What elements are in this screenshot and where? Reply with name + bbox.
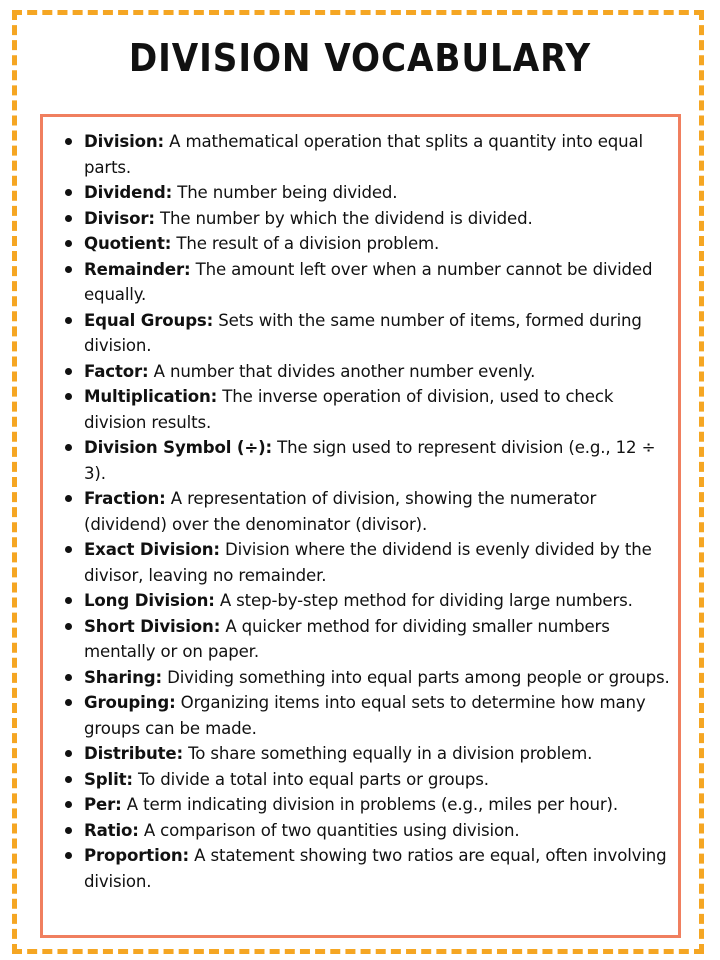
vocabulary-item bbox=[84, 435, 680, 486]
bullet-icon bbox=[65, 240, 72, 247]
vocabulary-definition: Organizing items into equal sets to determine how many groups can be made. bbox=[84, 693, 646, 738]
vocabulary-item bbox=[84, 614, 680, 665]
vocabulary-term: Equal Groups: bbox=[84, 310, 214, 330]
vocabulary-definition: Sets with the same number of items, formed during division. bbox=[84, 310, 642, 355]
vocabulary-term: Division Symbol (÷): bbox=[84, 438, 273, 457]
vocabulary-item bbox=[84, 792, 680, 818]
vocabulary-item bbox=[84, 257, 680, 308]
vocabulary-definition: To divide a total into equal parts or groups. bbox=[132, 769, 489, 789]
vocabulary-term: Distribute: bbox=[84, 744, 184, 763]
vocabulary-definition: A step-by-step method for dividing large numbers. bbox=[214, 591, 633, 610]
vocabulary-definition: Division where the dividend is evenly divided by the divisor, leaving no remainder. bbox=[84, 540, 652, 585]
vocabulary-definition: A number that divides another number evenly. bbox=[148, 361, 536, 381]
vocabulary-item bbox=[84, 588, 680, 614]
vocabulary-item bbox=[84, 818, 680, 844]
bullet-icon bbox=[65, 189, 72, 196]
vocabulary-list bbox=[84, 129, 680, 894]
bullet-icon bbox=[65, 852, 72, 859]
vocabulary-definition: A quicker method for dividing smaller numbers mentally or on paper. bbox=[84, 616, 610, 661]
vocabulary-item bbox=[84, 231, 680, 257]
vocabulary-item bbox=[84, 767, 680, 793]
vocabulary-item bbox=[84, 741, 680, 767]
vocabulary-item bbox=[84, 359, 680, 385]
vocabulary-item bbox=[84, 308, 680, 359]
vocabulary-definition: The inverse operation of division, used to check division results. bbox=[84, 387, 614, 432]
vocabulary-term: Quotient: bbox=[84, 234, 172, 253]
vocabulary-term: Multiplication: bbox=[84, 387, 218, 406]
vocabulary-term: Per: bbox=[84, 795, 122, 814]
vocabulary-term: Grouping: bbox=[84, 693, 176, 712]
vocabulary-definition: A representation of division, showing the numerator (dividend) over the denominator (divisor). bbox=[84, 489, 597, 534]
vocabulary-item bbox=[84, 180, 680, 206]
vocabulary-definition: Dividing something into equal parts among people or groups. bbox=[161, 667, 670, 687]
vocabulary-term: Divisor: bbox=[84, 208, 155, 228]
vocabulary-term: Division: bbox=[84, 132, 165, 151]
vocabulary-definition: A term indicating division in problems (e.g., miles per hour). bbox=[121, 795, 618, 814]
vocabulary-term: Ratio: bbox=[84, 820, 139, 840]
bullet-icon bbox=[65, 674, 72, 681]
vocabulary-item bbox=[84, 486, 680, 537]
vocabulary-item bbox=[84, 665, 680, 691]
bullet-icon bbox=[65, 138, 72, 145]
vocabulary-item bbox=[84, 690, 680, 741]
vocabulary-item bbox=[84, 384, 680, 435]
vocabulary-definition: A mathematical operation that splits a quantity into equal parts. bbox=[84, 132, 644, 177]
vocabulary-item bbox=[84, 129, 680, 180]
bullet-icon bbox=[65, 750, 72, 757]
vocabulary-term: Sharing: bbox=[84, 667, 162, 687]
vocabulary-definition: The amount left over when a number cannot be divided equally. bbox=[84, 259, 653, 304]
vocabulary-item bbox=[84, 537, 680, 588]
vocabulary-definition: A comparison of two quantities using division. bbox=[138, 820, 520, 840]
vocabulary-definition: A statement showing two ratios are equal, often involving division. bbox=[84, 846, 667, 891]
vocabulary-definition: The sign used to represent division (e.g., 12 ÷ 3). bbox=[84, 438, 656, 483]
vocabulary-definition: The result of a division problem. bbox=[171, 234, 440, 253]
vocabulary-term: Long Division: bbox=[84, 591, 215, 610]
vocabulary-definition: To share something equally in a division problem. bbox=[183, 744, 593, 763]
bullet-icon bbox=[65, 368, 72, 375]
bullet-icon bbox=[65, 699, 72, 706]
vocabulary-term: Remainder: bbox=[84, 259, 191, 279]
bullet-icon bbox=[65, 444, 72, 451]
bullet-icon bbox=[65, 801, 72, 808]
vocabulary-term: Short Division: bbox=[84, 616, 221, 636]
vocabulary-item bbox=[84, 843, 680, 894]
vocabulary-term: Exact Division: bbox=[84, 540, 220, 559]
bullet-icon bbox=[65, 393, 72, 400]
vocabulary-item bbox=[84, 206, 680, 232]
vocabulary-term: Proportion: bbox=[84, 846, 190, 865]
bullet-icon bbox=[65, 495, 72, 502]
vocabulary-definition: The number being divided. bbox=[172, 183, 398, 202]
bullet-icon bbox=[65, 776, 72, 783]
vocabulary-term: Dividend: bbox=[84, 183, 173, 202]
vocabulary-term: Factor: bbox=[84, 361, 149, 381]
bullet-icon bbox=[65, 597, 72, 604]
vocabulary-card bbox=[40, 114, 681, 938]
bullet-icon bbox=[65, 266, 72, 273]
page-title: DIVISION VOCABULARY bbox=[128, 36, 592, 80]
vocabulary-term: Fraction: bbox=[84, 489, 166, 508]
vocabulary-definition: The number by which the dividend is divided. bbox=[154, 208, 533, 228]
bullet-icon bbox=[65, 317, 72, 324]
vocabulary-term: Split: bbox=[84, 769, 133, 789]
bullet-icon bbox=[65, 546, 72, 553]
bullet-icon bbox=[65, 215, 72, 222]
bullet-icon bbox=[65, 827, 72, 834]
bullet-icon bbox=[65, 623, 72, 630]
